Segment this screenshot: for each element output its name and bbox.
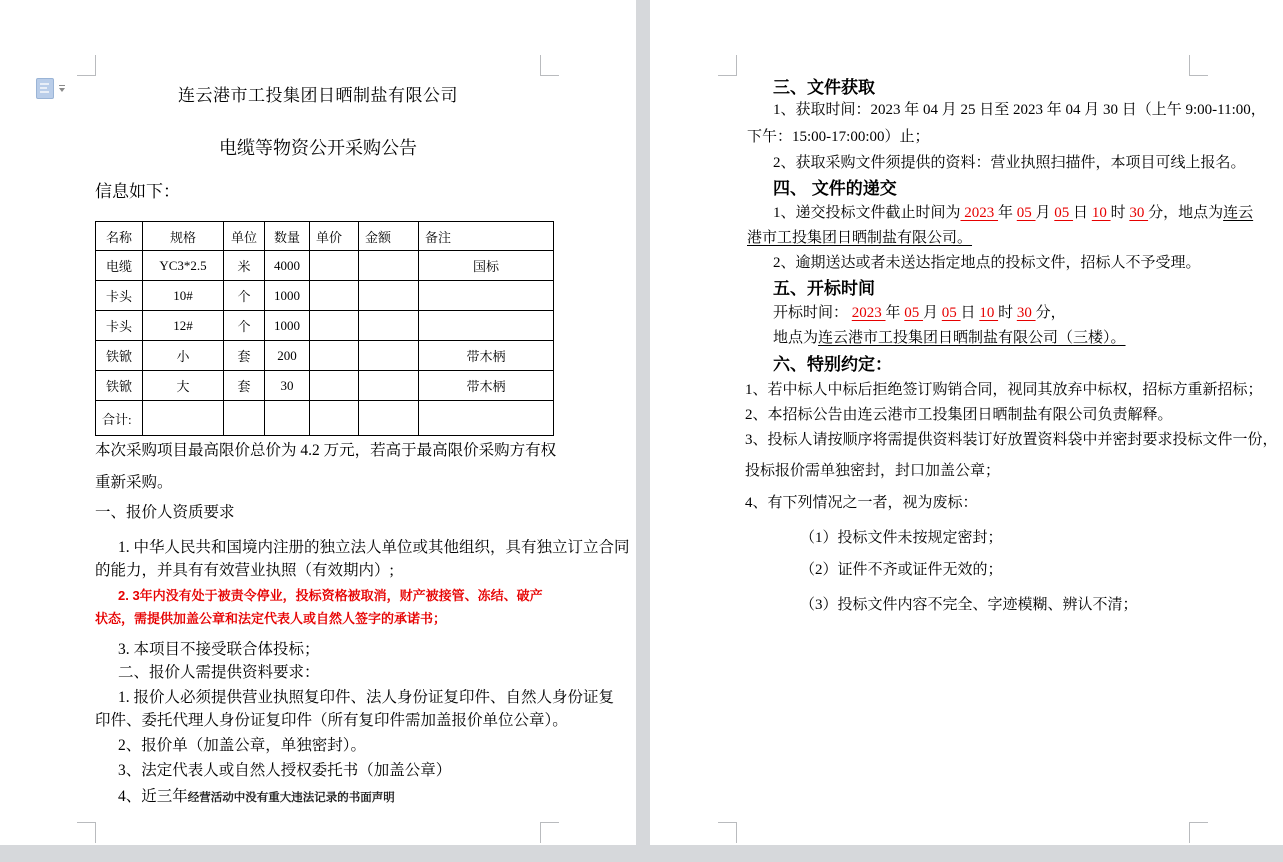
text-segment: （1）投标文件未按规定密封； <box>800 530 1003 546</box>
table-header-cell: 单价 <box>310 222 359 251</box>
text-segment: 1. 中华人民共和国境内注册的独立法人单位或其他组织，具有独立订立合同 <box>118 539 630 556</box>
text-line <box>745 383 1263 398</box>
margin-crop-mark <box>540 55 559 76</box>
text-line <box>95 475 173 491</box>
text-segment: 三、文件获取 <box>773 78 875 97</box>
table-cell: 米 <box>224 251 265 281</box>
table-row <box>96 401 554 436</box>
margin-crop-mark <box>1189 55 1208 76</box>
text-line <box>773 306 1066 321</box>
text-line <box>118 588 543 604</box>
page-1 <box>0 0 636 845</box>
text-line <box>800 531 1003 546</box>
text-segment: 3、法定代表人或自然人授权委托书（加盖公章） <box>118 762 452 779</box>
text-line <box>773 331 1126 346</box>
text-line <box>773 79 875 97</box>
text-segment: 月 <box>1035 205 1055 221</box>
table-cell <box>359 281 419 311</box>
text-segment: 2023 <box>851 305 886 321</box>
table-cell: 卡头 <box>96 311 143 341</box>
text-line <box>95 713 568 729</box>
text-segment: 3、投标人请按顺序将需提供资料装订好放置资料袋中并密封要求投标文件一份， <box>745 432 1278 448</box>
intro-label: 信息如下： <box>95 182 180 201</box>
text-segment: 分 <box>1148 205 1164 221</box>
table-cell: 大 <box>143 371 224 401</box>
text-line <box>773 256 1201 271</box>
text-segment: 时 <box>1110 205 1130 221</box>
text-line <box>118 665 320 681</box>
text-segment: 投标报价需单独密封，封口加盖公章； <box>745 463 1001 479</box>
page-2 <box>650 0 1283 845</box>
text-line <box>745 464 1000 479</box>
table-cell: 4000 <box>265 251 310 281</box>
table-cell: 套 <box>224 341 265 371</box>
table-cell: 国标 <box>419 251 554 281</box>
table-cell <box>310 311 359 341</box>
table-cell <box>359 251 419 281</box>
text-line <box>773 280 875 298</box>
text-segment: 1、获取时间：2023 年 04 月 25 日至 2023 年 04 月 30 日（上午 9:00-11:00， <box>773 102 1266 118</box>
margin-crop-mark <box>718 55 737 76</box>
table-header-cell: 名称 <box>96 222 143 251</box>
text-segment: 2、逾期送达或者未送达指定地点的投标文件，招标人不予受理。 <box>773 255 1201 271</box>
table-cell: 小 <box>143 341 224 371</box>
table-header-row <box>96 222 554 251</box>
text-line <box>95 563 394 579</box>
text-segment: 2. 3年内没有处于被责令停业，投标资格被取消，财产被接管、冻结、破产 <box>118 588 543 603</box>
table-cell <box>359 371 419 401</box>
text-segment: 30 <box>1129 205 1149 221</box>
table-cell: 铁锨 <box>96 371 143 401</box>
table-cell <box>143 401 224 436</box>
text-segment: 港市工投集团日晒制盐有限公司。 <box>747 230 973 246</box>
table-cell <box>359 311 419 341</box>
table-row <box>96 341 554 371</box>
table-cell <box>419 401 554 436</box>
table-cell: 铁锨 <box>96 341 143 371</box>
text-line <box>118 642 320 658</box>
table-cell: 10# <box>143 281 224 311</box>
margin-crop-mark <box>1189 822 1208 843</box>
text-segment: （2）证件不齐或证件无效的； <box>800 562 1003 578</box>
table-cell: YC3*2.5 <box>143 251 224 281</box>
table-cell: 个 <box>224 311 265 341</box>
text-segment: 分， <box>1035 305 1066 321</box>
table-cell: 12# <box>143 311 224 341</box>
table-cell: 1000 <box>265 311 310 341</box>
text-segment: 二、报价人需提供资料要求： <box>118 664 320 681</box>
text-segment: 4、有下列情况之一者，视为废标： <box>745 495 978 511</box>
text-segment: 状态，需提供加盖公章和法定代表人或自然人签字的承诺书； <box>95 611 447 626</box>
text-segment: 1、若中标人中标后拒绝签订购销合同，视同其放弃中标权，招标方重新招标； <box>745 382 1263 398</box>
table-cell <box>224 401 265 436</box>
document-subtitle: 电缆等物资公开采购公告 <box>219 138 417 158</box>
text-segment: 2023 <box>960 205 999 221</box>
text-segment: 印件、委托代理人身份证复印件（所有复印件需加盖报价单位公章）。 <box>95 712 568 729</box>
text-segment: 地点为 <box>773 330 819 346</box>
text-segment: （3）投标文件内容不完全、字迹模糊、辨认不清； <box>800 597 1138 613</box>
text-line <box>773 180 897 198</box>
table-header-cell: 金额 <box>359 222 419 251</box>
table-row <box>96 251 554 281</box>
table-cell <box>419 281 554 311</box>
text-segment: 本次采购项目最高限价总价为 4.2 万元，若高于最高限价采购方有权 <box>95 442 557 459</box>
text-line <box>773 206 1253 221</box>
text-line <box>773 103 1266 118</box>
text-line <box>747 231 972 246</box>
text-segment: 05 <box>904 305 924 321</box>
table-cell <box>310 371 359 401</box>
text-line <box>95 611 446 627</box>
text-segment: 一、报价人资质要求 <box>95 504 235 521</box>
table-row <box>96 371 554 401</box>
text-segment: 05 <box>1054 205 1074 221</box>
text-segment: 下午：15:00-17:00:00）止； <box>747 129 930 145</box>
text-segment: 4、近三年 <box>118 788 188 805</box>
table-header-cell: 单位 <box>224 222 265 251</box>
table-cell: 带木柄 <box>419 341 554 371</box>
text-line <box>118 738 366 754</box>
text-line <box>745 496 978 511</box>
text-segment: 2、本招标公告由连云港市工投集团日晒制盐有限公司负责解释。 <box>745 407 1173 423</box>
table-header-cell: 数量 <box>265 222 310 251</box>
margin-crop-mark <box>718 822 737 843</box>
table-cell: 电缆 <box>96 251 143 281</box>
text-segment: 年 <box>885 305 905 321</box>
table-cell: 卡头 <box>96 281 143 311</box>
document-title: 连云港市工投集团日晒制盐有限公司 <box>178 86 458 105</box>
table-cell: 带木柄 <box>419 371 554 401</box>
text-line <box>800 563 1003 578</box>
text-line <box>118 789 395 805</box>
table-cell <box>359 401 419 436</box>
text-line <box>95 505 235 521</box>
table-cell: 1000 <box>265 281 310 311</box>
text-segment: 六、特别约定： <box>773 355 892 374</box>
margin-crop-mark <box>77 55 96 76</box>
table-cell <box>310 251 359 281</box>
text-line <box>118 540 630 556</box>
text-segment: 经营活动中没有重大违法记录的书面声明 <box>187 792 395 804</box>
table-cell: 合计: <box>96 401 143 436</box>
text-segment: 10 <box>1091 205 1111 221</box>
text-segment: 重新采购。 <box>95 474 173 491</box>
text-segment: 连云港市工投集团日晒制盐有限公司（三楼）。 <box>818 330 1126 346</box>
table-header-cell: 备注 <box>419 222 554 251</box>
text-line <box>773 356 892 374</box>
text-segment: 05 <box>1016 205 1036 221</box>
text-segment: 年 <box>998 205 1017 221</box>
text-segment: 05 <box>941 305 961 321</box>
text-line <box>773 156 1246 171</box>
text-segment: 1. 报价人必须提供营业执照复印件、法人身份证复印件、自然人身份证复 <box>118 689 615 706</box>
text-line <box>95 443 556 459</box>
table-cell: 个 <box>224 281 265 311</box>
table-cell: 30 <box>265 371 310 401</box>
text-line <box>118 690 614 706</box>
table-cell <box>419 311 554 341</box>
text-segment: 时 <box>998 305 1017 321</box>
table-cell: 200 <box>265 341 310 371</box>
table-cell <box>310 341 359 371</box>
text-segment: 连云 <box>1223 205 1254 221</box>
table-row <box>96 311 554 341</box>
text-line <box>747 130 930 145</box>
text-segment: 2、获取采购文件须提供的资料：营业执照扫描件，本项目可线上报名。 <box>773 155 1246 171</box>
text-segment: 30 <box>1016 305 1036 321</box>
text-segment: 月 <box>923 305 942 321</box>
text-segment: ，地点为 <box>1163 205 1224 221</box>
table-cell: 套 <box>224 371 265 401</box>
table-cell <box>265 401 310 436</box>
text-line <box>745 433 1278 448</box>
margin-crop-mark <box>540 822 559 843</box>
text-segment: 五、开标时间 <box>773 279 875 298</box>
items-table <box>95 221 554 436</box>
margin-crop-mark <box>77 822 96 843</box>
table-row <box>96 281 554 311</box>
table-cell <box>310 281 359 311</box>
text-segment: 开标时间： <box>773 305 852 321</box>
text-segment: 1、递交投标文件截止时间为 <box>773 205 961 221</box>
text-segment: 日 <box>960 305 980 321</box>
text-segment: 2、报价单（加盖公章，单独密封）。 <box>118 737 367 754</box>
text-segment: 日 <box>1073 205 1092 221</box>
text-line <box>800 598 1138 613</box>
table-cell <box>310 401 359 436</box>
text-segment: 四、 文件的递交 <box>773 179 897 198</box>
text-segment: 10 <box>979 305 999 321</box>
table-header-cell: 规格 <box>143 222 224 251</box>
text-segment: 3. 本项目不接受联合体投标； <box>118 641 320 658</box>
text-line <box>118 763 451 779</box>
table-cell <box>359 341 419 371</box>
text-segment: 的能力，并具有有效营业执照（有效期内）; <box>95 562 394 579</box>
text-line <box>745 408 1173 423</box>
